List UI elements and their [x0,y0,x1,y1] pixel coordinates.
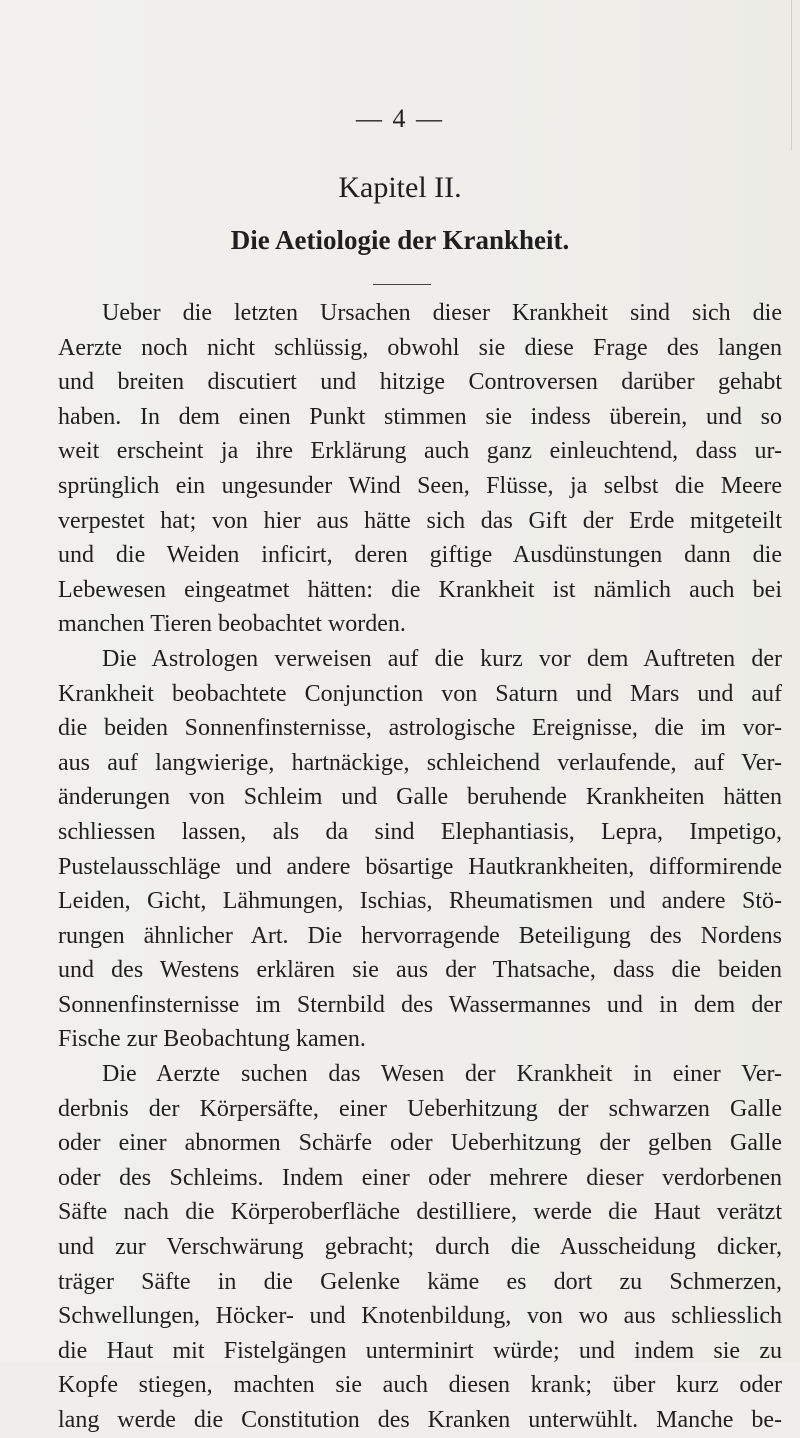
text-line: und die Weiden inficirt, deren giftige Ausdünstungen dann die [58,542,782,569]
text-line: und des Westens erklären sie aus der Thatsache, dass die beiden [58,957,782,984]
text-line: Fische zur Beobachtung kamen. [58,1026,366,1053]
text-line: träger Säfte in die Gelenke käme es dort zu Schmerzen, [58,1268,782,1295]
text-line: Leiden, Gicht, Lähmungen, Ischias, Rheumatismen und andere Stö- [58,888,782,915]
text-line: oder des Schleims. Indem einer oder mehrere dieser verdorbenen [58,1164,782,1191]
text-line: Pustelausschläge und andere bösartige Hautkrankheiten, difformirende [58,853,782,880]
text-line: rungen ähnlicher Art. Die hervorragende Beteiligung des Nordens [58,922,782,949]
text-line: sprünglich ein ungesunder Wind Seen, Flüsse, ja selbst die Meere [58,472,782,499]
title-divider [373,284,431,285]
text-line: lang werde die Constitution des Kranken unterwühlt. Manche be- [58,1407,782,1433]
text-line: Sonnenfinsternisse im Sternbild des Wassermannes und in dem der [58,991,782,1018]
text-line: Die Astrologen verweisen auf die kurz vor dem Auftreten der [102,645,782,672]
text-line: und breiten discutiert und hitzige Controversen darüber gehabt [58,369,782,396]
text-line: derbnis der Körpersäfte, einer Ueberhitzung der schwarzen Galle [58,1095,782,1122]
text-line: schliessen lassen, als da sind Elephantiasis, Lepra, Impetigo, [58,818,782,845]
text-line: die beiden Sonnenfinsternisse, astrologische Ereignisse, die im vor- [58,715,782,742]
text-line: verpestet hat; von hier aus hätte sich das Gift der Erde mitgeteilt [58,507,782,534]
text-line: Schwellungen, Höcker- und Knotenbildung, von wo aus schliesslich [58,1303,782,1330]
chapter-title: Die Aetiologie der Krankheit. [230,225,570,255]
text-line: und zur Verschwärung gebracht; durch die Ausscheidung dicker, [58,1234,782,1261]
text-line: oder einer abnormen Schärfe oder Ueberhitzung der gelben Galle [58,1130,782,1157]
chapter-heading: Kapitel II. [338,171,462,204]
text-line: haben. In dem einen Punkt stimmen sie indess überein, und so [58,403,782,430]
page-number: — 4 — [356,104,444,133]
text-line: änderungen von Schleim und Galle beruhende Krankheiten hätten [58,784,782,811]
text-line: Säfte nach die Körperoberfläche destilliere, werde die Haut verätzt [58,1199,782,1226]
text-line: manchen Tieren beobachtet worden. [58,611,406,638]
text-line: Kopfe stiegen, machten sie auch diesen krank; über kurz oder [58,1372,782,1399]
text-line: die Haut mit Fistelgängen unterminirt würde; und indem sie zu [58,1337,782,1364]
body-text [58,296,782,1438]
text-line: weit erscheint ja ihre Erklärung auch ganz einleuchtend, dass ur- [58,438,782,465]
text-line: Die Aerzte suchen das Wesen der Krankheit in einer Ver- [102,1061,782,1088]
text-line: Ueber die letzten Ursachen dieser Krankheit sind sich die [102,300,782,326]
text-line: aus auf langwierige, hartnäckige, schleichend verlaufende, auf Ver- [58,749,782,776]
text-line: Lebewesen eingeatmet hätten: die Krankheit ist nämlich auch bei [58,576,782,603]
text-line: Krankheit beobachtete Conjunction von Saturn und Mars und auf [58,680,782,707]
text-line: Aerzte noch nicht schlüssig, obwohl sie diese Frage des langen [58,334,782,361]
